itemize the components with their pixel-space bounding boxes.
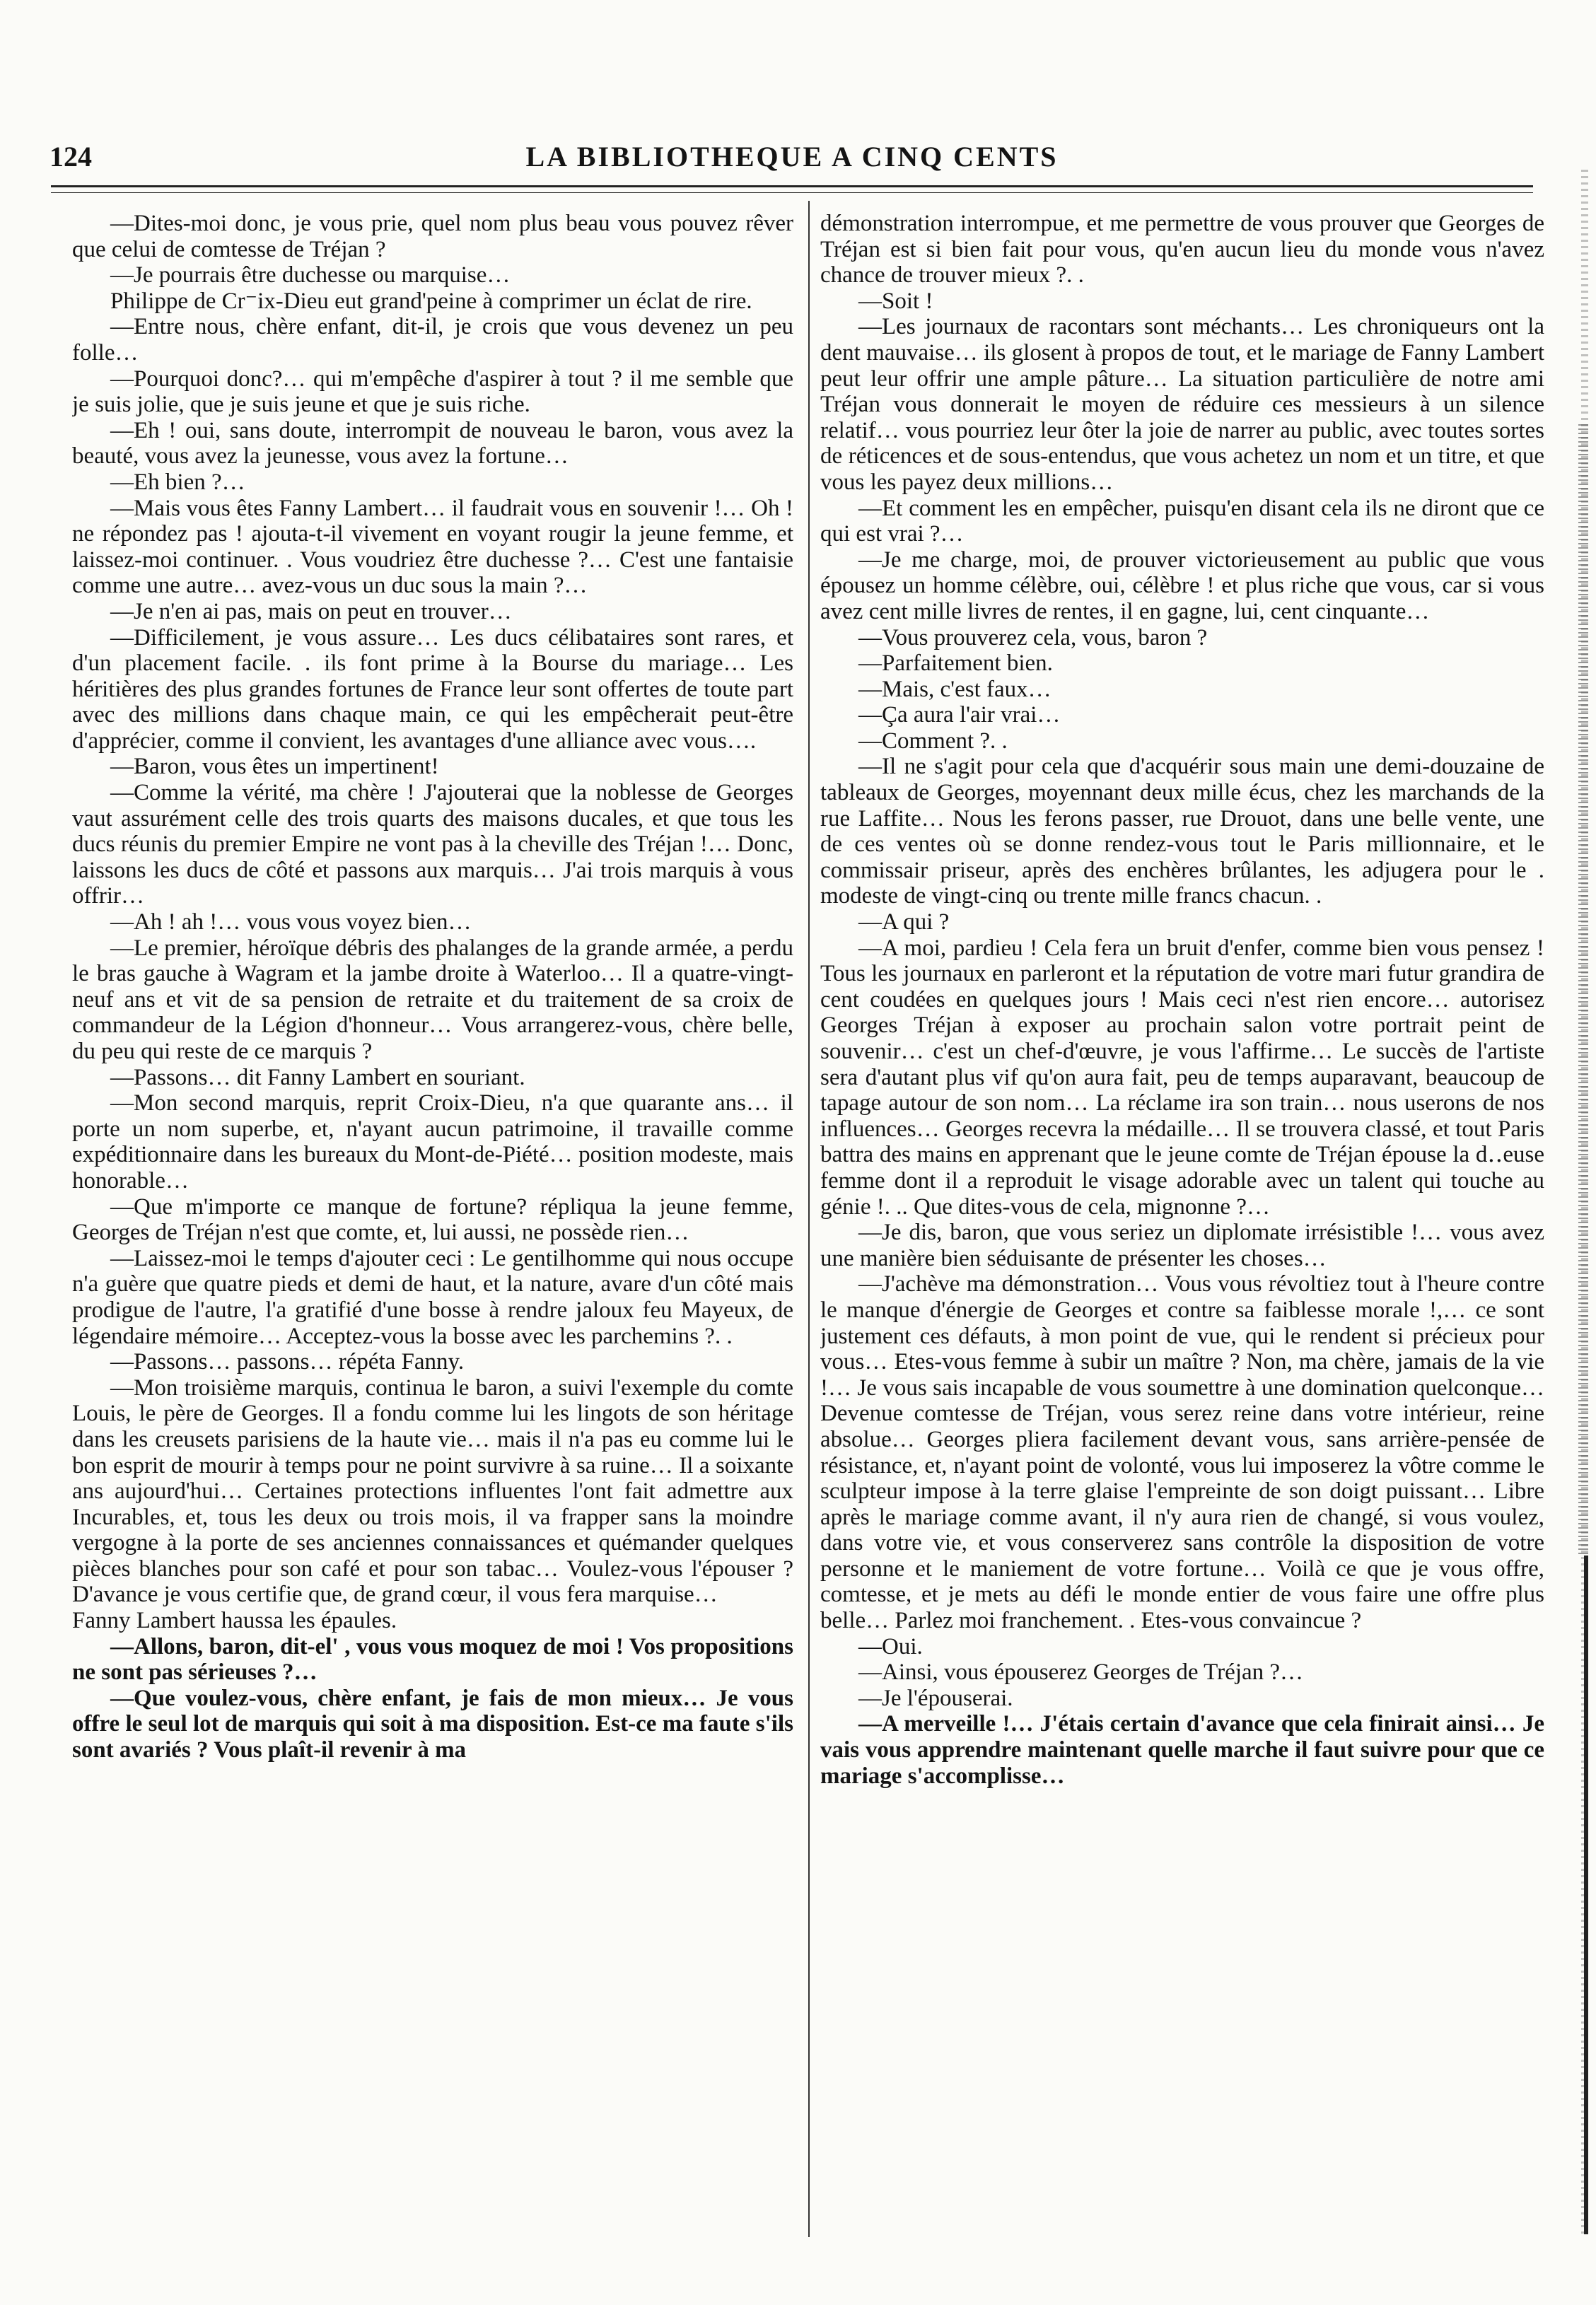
paragraph: —Je dis, baron, que vous seriez un diplomate irrésistible !… vous avez une manière bien séduisante de présenter les choses… [820, 1220, 1544, 1271]
paragraph: —Pourquoi donc?… qui m'empêche d'aspirer à tout ? il me semble que je suis jolie, que je suis jeune et que je suis riche. [72, 366, 793, 418]
paragraph: —Je n'en ai pas, mais on peut en trouver… [110, 598, 512, 624]
paragraph: —Mon second marquis, reprit Croix-Dieu, n'a que quarante ans… il porte un nom superbe, et, n'ayant aucun patrimoine, il travaille comme expéditionnaire dans les bureaux du Mont-de-Piété… position modeste, mais honorable… [72, 1090, 793, 1194]
paragraph: —A moi, pardieu ! Cela fera un bruit d'enfer, comme bien vous pensez ! Tous les journaux en parleront et la réputation de votre mari futur grandira de cent coudées en quelques jours ! Mais ceci n'est rien encore… autorisez Georges Tréjan à exposer au prochain salon votre portrait peint de souvenir… c'est un chef-d'œuvre, je vous l'affirme… Le succès de l'artiste sera d'autant plus vif qu'on aura fait, peu de temps auparavant, beaucoup de tapage autour de son nom… La réclame ira son train… nous userons de nos influences… Georges recevra la médaille… Il se trouvera classé, et tout Paris battra des mains en apprenant que le jeune comte de Tréjan épouse la d‥euse femme dont il a reproduit le visage adorable avec un talent qui touche au génie !. .. Que dites-vous de cela, mignonne ?… [820, 935, 1544, 1220]
paragraph: —Les journaux de racontars sont méchants… Les chroniqueurs ont la dent mauvaise… ils glosent à propos de tout, et le mariage de Fanny Lambert peut leur offrir une ample pâture… La situation particulière de notre ami Tréjan vous donnerait le moyen de réduire ces messieurs à un silence relatif… vous pourriez leur ôter la joie de narrer au public, avec toutes sortes de réticences et de sous-entendus, que vous achetez un nom et un titre, et que vous les payez deux millions… [820, 314, 1544, 495]
paragraph: —Mon troisième marquis, continua le baron, a suivi l'exemple du comte Louis, le père de Georges. Il a fondu comme lui les lingots de son héritage dans les creusets parisiens de la haute vie… mais il n'a pas eu comme lui le bon esprit de mourir à temps pour ne point survivre à sa ruine… Il a soixante ans aujourd'hui… Certaines protections influentes l'ont fait admettre aux Incurables, et, tous les deux ou trois mois, il va frapper sans la moindre vergogne à la porte de ses anciennes connaissances et quémander quelques pièces blanches pour son café et pour son tabac… Voulez-vous l'épouser ? D'avance je vous certifie que, de grand cœur, il vous fera marquise… [72, 1375, 793, 1608]
paragraph: —Baron, vous êtes un impertinent! [110, 754, 439, 780]
paragraph: —Je l'épouserai. [858, 1685, 1013, 1711]
paragraph: —Difficilement, je vous assure… Les ducs célibataires sont rares, et d'un placement facile. . ils font prime à la Bourse du mariage… Les héritières des plus grandes fortunes de France leur sont offertes de toute part avec des millions dans chaque main, ce qui les empêcherait peut-être d'apprécier, comme il convient, les avantages d'une alliance avec vous…. [72, 624, 793, 754]
scan-edge-bar [1584, 1556, 1588, 2234]
paragraph: —Comme la vérité, ma chère ! J'ajouterai que la noblesse de Georges vaut assurément celle des trois quarts des maisons ducales, et que tous les ducs réunis du premier Empire ne vont pas à la cheville des Tréjan !… Donc, laissons les ducs de côté et passons aux marquis… J'ai trois marquis à vous offrir… [72, 780, 793, 909]
paragraph: démonstration interrompue, et me permettre de vous prouver que Georges de Tréjan est si bien fait pour vous, qu'en aucun lieu du monde vous n'avez chance de trouver mieux ?. . [820, 211, 1544, 288]
scan-edge-strip [1578, 424, 1588, 1556]
right-column [820, 211, 1544, 2233]
paragraph: —A qui ? [858, 909, 950, 935]
paragraph: Fanny Lambert haussa les épaules. [72, 1608, 397, 1634]
paragraph: —Mais vous êtes Fanny Lambert… il faudrait vous en souvenir !… Oh ! ne répondez pas ! ajouta-t-il vivement en voyant rougir la jeune femme, et laissez-moi continuer. . Vous voudriez être duchesse ?… C'est une fantaisie comme une autre… avez-vous un duc sous la main ?… [72, 495, 793, 599]
paragraph: —J'achève ma démonstration… Vous vous révoltiez tout à l'heure contre le manque d'énergie de Georges et contre sa faiblesse morale !,… ce sont justement ces défauts, à mon point de vue, qui le rendent si précieux pour vous… Etes-vous femme à subir un maître ? Non, ma chère, jamais de la vie !… Je vous sais incapable de vous soumettre à une domination quelconque… Devenue comtesse de Tréjan, vous serez reine dans votre intérieur, reine absolue… Georges pliera facilement devant vous, sans arrière-pensée de résistance, et, n'ayant point de volonté, vous lui imposerez la vôtre comme le sculpteur impose à la terre glaise l'empreinte de son doigt puissant… Libre après le mariage comme avant, il n'y aura rien de changé, si vous voulez, dans votre vie, et vous conserverez sans contrôle la disposition de votre personne et le maniement de votre fortune… Voilà ce que je vous offre, comtesse, et je mets au défi le monde entier de vous faire une offre plus belle… Parlez moi franchement. . Etes-vous convaincue ? [820, 1271, 1544, 1634]
paragraph: —Allons, baron, dit-el' , vous vous moquez de moi ! Vos propositions ne sont pas sérieuses ?… [72, 1633, 793, 1686]
running-title: LA BIBLIOTHEQUE A CINQ CENTS [525, 141, 1059, 173]
paragraph: —Passons… dit Fanny Lambert en souriant. [110, 1064, 525, 1090]
page-number: 124 [49, 141, 92, 173]
paragraph: —Oui. [858, 1633, 923, 1659]
paragraph: —Ah ! ah !… vous vous voyez bien… [110, 909, 472, 935]
paragraph: —Ça aura l'air vrai… [858, 702, 1061, 728]
paragraph: —A merveille !… J'étais certain d'avance que cela finirait ainsi… Je vais vous apprendre maintenant quelle marche il faut suivre pour que ce mariage s'accomplisse… [820, 1711, 1544, 1789]
paragraph: —Mais, c'est faux… [858, 676, 1052, 702]
header-rule-thin [51, 192, 1533, 193]
header-rule [51, 185, 1533, 187]
paragraph: —Et comment les en empêcher, puisqu'en disant cela ils ne diront que ce qui est vrai ?… [820, 495, 1544, 547]
paragraph: —Je pourrais être duchesse ou marquise… [110, 262, 511, 288]
paragraph: —Entre nous, chère enfant, dit-il, je crois que vous devenez un peu folle… [72, 314, 793, 366]
paragraph: —Soit ! [858, 288, 933, 314]
paragraph: —Que voulez-vous, chère enfant, je fais de mon mieux… Je vous offre le seul lot de marquis qui soit à ma disposition. Est-ce ma faute s'ils sont avariés ? Vous plaît-il revenir à ma [72, 1685, 793, 1763]
paragraph: —Il ne s'agit pour cela que d'acquérir sous main une demi-douzaine de tableaux de Georges, moyennant deux mille écus, chez les marchands de la rue Laffite… Nous les ferons passer, rue Drouot, dans une belle vente, une de ces ventes où se donne rendez-vous tout le Paris millionnaire, et le commissair priseur, après des enchères brûlantes, les adjugera pour le . modeste de vingt-cinq ou trente mille francs chacun. . [820, 754, 1544, 909]
running-header [49, 140, 1534, 182]
paragraph: —Laissez-moi le temps d'ajouter ceci : Le gentilhomme qui nous occupe n'a guère que quatre pieds et demi de haut, et la nature, avare d'un côté mais prodigue de l'autre, l'a gratifié d'une bosse à rendre jaloux feu Mayeux, de légendaire mémoire… Acceptez-vous la bosse avec les parchemins ?. . [72, 1245, 793, 1349]
paragraph: —Que m'importe ce manque de fortune? répliqua la jeune femme, Georges de Tréjan n'est que comte, et, lui aussi, ne possède rien… [72, 1194, 793, 1246]
paragraph: —Je me charge, moi, de prouver victorieusement au public que vous épousez un homme célèbre, oui, célèbre ! et plus riche que vous, car si vous avez cent mille livres de rentes, il en gagne, lui, cent cinquante… [820, 547, 1544, 624]
paragraph: —Eh bien ?… [110, 469, 245, 495]
paragraph: —Ainsi, vous épouserez Georges de Tréjan ?… [858, 1659, 1304, 1686]
paragraph: —Passons… passons… répéta Fanny. [110, 1349, 465, 1375]
paragraph: —Vous prouverez cela, vous, baron ? [858, 624, 1208, 650]
paragraph: —Parfaitement bien. [858, 650, 1053, 677]
left-column [72, 211, 793, 2233]
paragraph: —Le premier, héroïque débris des phalanges de la grande armée, a perdu le bras gauche à Wagram et la jambe droite à Waterloo… Il a quatre-vingt-neuf ans et vit de sa pension de retraite et du traitement de sa croix de commandeur de la Légion d'honneur… Vous arrangerez-vous, chère belle, du peu qui reste de ce marquis ? [72, 935, 793, 1064]
paragraph: —Comment ?. . [858, 728, 1008, 754]
paragraph: —Dites-moi donc, je vous prie, quel nom plus beau vous pouvez rêver que celui de comtesse de Tréjan ? [72, 211, 793, 262]
paragraph: —Eh ! oui, sans doute, interrompit de nouveau le baron, vous avez la beauté, vous avez la jeunesse, vous avez la fortune… [72, 417, 793, 469]
paragraph: Philippe de Cr⁻ix-Dieu eut grand'peine à comprimer un éclat de rire. [110, 288, 752, 314]
column-divider [808, 201, 810, 2237]
